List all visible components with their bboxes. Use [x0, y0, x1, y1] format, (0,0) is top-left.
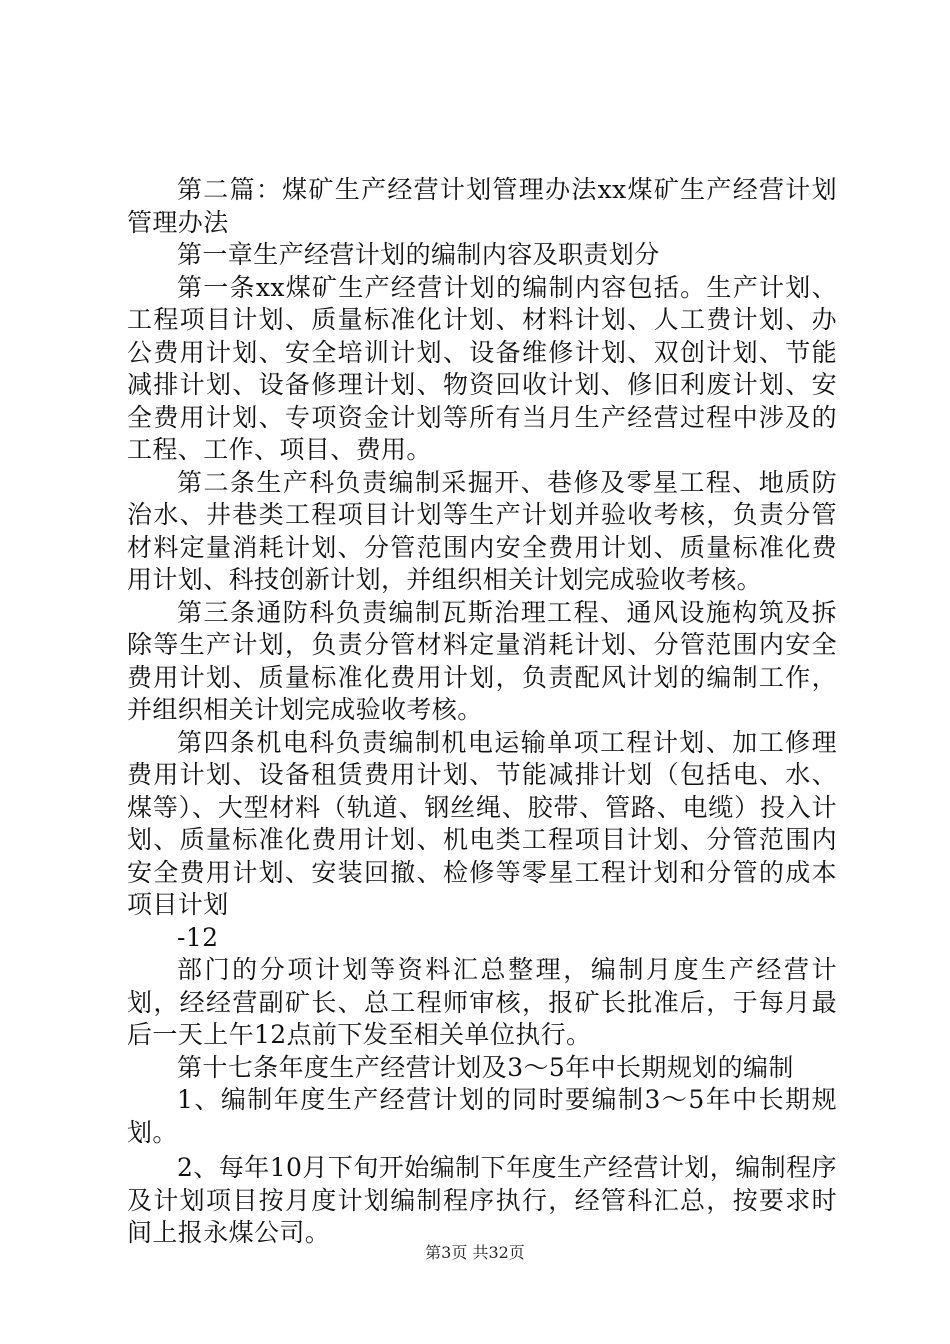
article-3-paragraph: 第三条通防科负责编制瓦斯治理工程、通风设施构筑及拆除等生产计划，负责分管材料定量消耗计划、分管范围内安全费用计划、质量标准化费用计划，负责配风计划的编制工作，并组织相关计划完成验收考核。	[127, 597, 837, 724]
summary-paragraph: 部门的分项计划等资料汇总整理，编制月度生产经营计划，经经营副矿长、总工程师审核，报矿长批准后，于每月最后一天上午12点前下发至相关单位执行。	[127, 955, 837, 1049]
article-2-paragraph: 第二条生产科负责编制采掘开、巷修及零星工程、地质防治水、井巷类工程项目计划等生产计划并验收考核，负责分管材料定量消耗计划、分管范围内安全费用计划、质量标准化费用计划、科技创新计划，并组织相关计划完成验收考核。	[127, 467, 837, 594]
page-footer: 第3页 共32页	[425, 1243, 525, 1262]
chapter-heading: 第一章生产经营计划的编制内容及职责划分	[177, 240, 660, 269]
chapter-title-paragraph: 第二篇：煤矿生产经营计划管理办法xx煤矿生产经营计划管理办法	[127, 175, 837, 237]
article-1-paragraph: 第一条xx煤矿生产经营计划的编制内容包括。生产计划、工程项目计划、质量标准化计划、材料计划、人工费计划、办公费用计划、安全培训计划、设备维修计划、双创计划、节能减排计划、设备修理计划、物资回收计划、修旧利废计划、安全费用计划、专项资金计划等所有当月生产经营过程中涉及的工程、工作、项目、费用。	[127, 272, 837, 464]
article-4-paragraph: 第四条机电科负责编制机电运输单项工程计划、加工修理费用计划、设备租赁费用计划、节能减排计划（包括电、水、煤等）、大型材料（轨道、钢丝绳、胶带、管路、电缆）投入计划、质量标准化费用计划、机电类工程项目计划、分管范围内安全费用计划、安装回撤、检修等零星工程计划和分管的成本项目计划	[127, 727, 837, 919]
item-2-paragraph: 2、每年10月下旬开始编制下年度生产经营计划，编制程序及计划项目按月度计划编制程序执行，经管科汇总，按要求时间上报永煤公司。	[127, 1153, 837, 1247]
item-1-paragraph: 1、编制年度生产经营计划的同时要编制3～5年中长期规划。	[127, 1085, 837, 1147]
article-17-heading: 第十七条年度生产经营计划及3～5年中长期规划的编制	[177, 1052, 794, 1082]
document-body	[127, 174, 837, 1250]
page-marker-text: -12	[177, 922, 219, 952]
